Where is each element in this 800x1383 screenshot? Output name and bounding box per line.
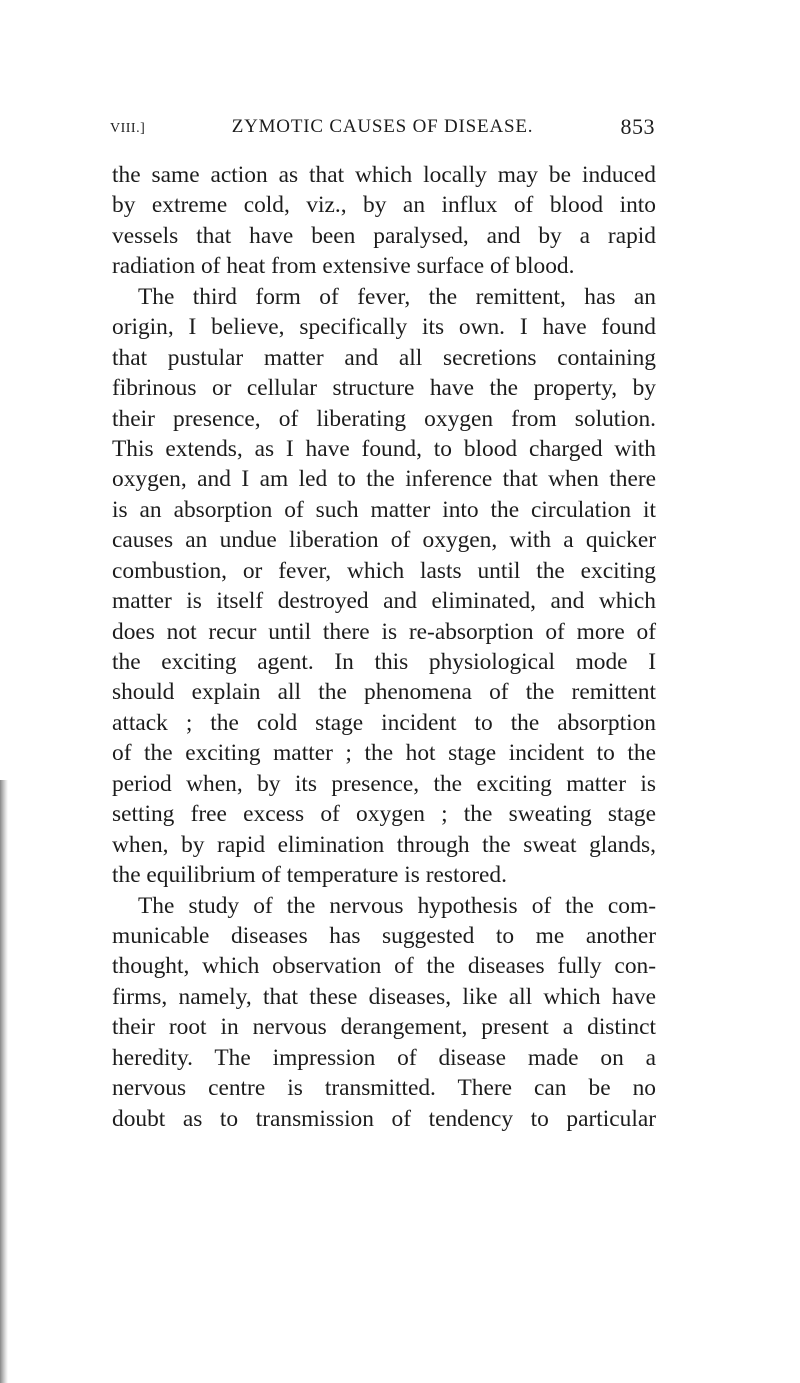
text-line: attack ; the cold stage incident to the absorption — [112, 709, 656, 736]
text-line: their presence, of liberating oxygen from solution. — [112, 405, 656, 432]
text-line: of the exciting matter ; the hot stage incident to the — [112, 740, 656, 767]
text-line: fibrinous or cellular structure have the property, by — [112, 375, 656, 402]
text-line: setting free excess of oxygen ; the sweating stage — [112, 801, 656, 828]
text-line: radiation of heat from extensive surface of blood. — [112, 253, 575, 280]
text-line: causes an undue liberation of oxygen, with a quicker — [112, 527, 656, 554]
text-line: is an absorption of such matter into the circulation it — [112, 496, 656, 523]
text-line: nervous centre is transmitted. There can be no — [112, 1075, 656, 1102]
text-line: matter is itself destroyed and eliminated, and which — [112, 588, 656, 615]
text-line: period when, by its presence, the exciting matter is — [112, 770, 656, 797]
binding-shadow — [0, 780, 8, 1383]
text-line: origin, I believe, specifically its own. I have found — [112, 314, 656, 341]
text-line: oxygen, and I am led to the inference that when there — [112, 466, 656, 493]
text-line: the exciting agent. In this physiological mode I — [112, 649, 656, 675]
chapter-number: VIII.] — [110, 121, 146, 136]
text-line: should explain all the phenomena of the remittent — [112, 679, 656, 706]
text-line: the same action as that which locally may be induced — [112, 162, 656, 188]
running-header — [110, 112, 655, 142]
text-line: the equilibrium of temperature is restored. — [112, 862, 507, 889]
text-line: firms, namely, that these diseases, like all which have — [112, 983, 656, 1010]
text-line: combustion, or fever, which lasts until the exciting — [112, 557, 656, 584]
text-line: that pustular matter and all secretions containing — [112, 344, 656, 371]
page-number: 853 — [620, 114, 655, 139]
body-text — [112, 160, 656, 1134]
text-line: when, by rapid elimination through the sweat glands, — [112, 831, 656, 858]
text-line: by extreme cold, viz., by an influx of blood into — [112, 192, 656, 219]
running-title: ZYMOTIC CAUSES OF DISEASE. — [231, 116, 534, 137]
text-line: The study of the nervous hypothesis of the com- — [138, 892, 656, 919]
text-line: does not recur until there is re-absorption of more of — [112, 618, 656, 645]
text-line: doubt as to transmission of tendency to particular — [112, 1105, 656, 1132]
text-line: heredity. The impression of disease made on a — [112, 1044, 656, 1071]
text-line: municable diseases has suggested to me another — [112, 922, 656, 949]
text-line: This extends, as I have found, to blood charged with — [112, 435, 656, 462]
text-line: thought, which observation of the diseases fully con- — [112, 953, 656, 980]
text-line: vessels that have been paralysed, and by a rapid — [112, 222, 656, 249]
text-line: their root in nervous derangement, present a distinct — [112, 1014, 656, 1041]
text-line: The third form of fever, the remittent, has an — [138, 283, 656, 310]
